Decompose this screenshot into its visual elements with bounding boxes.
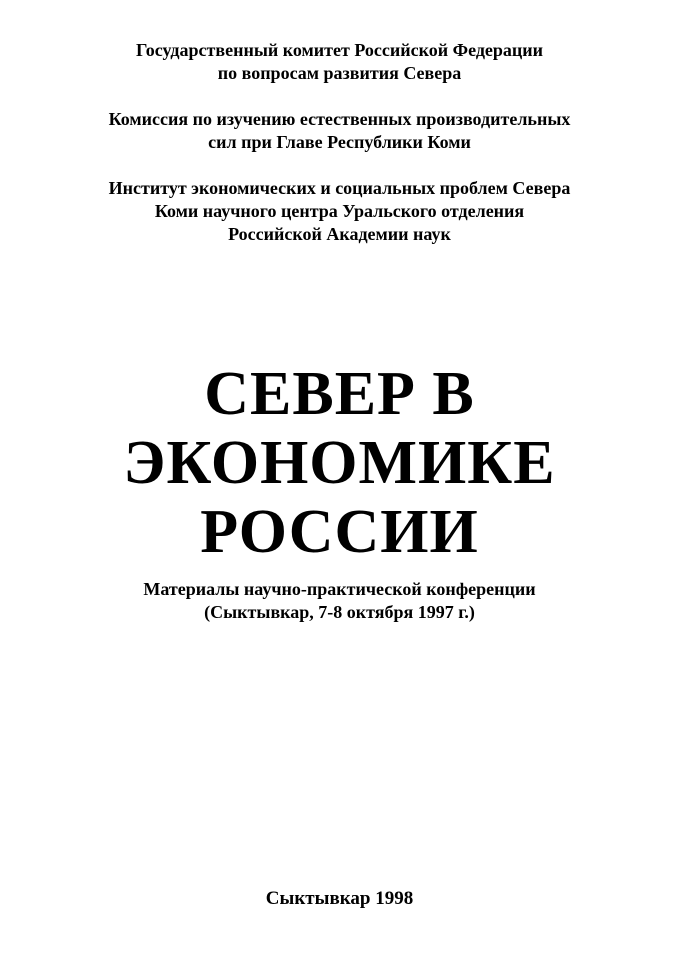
organization-line: сил при Главе Республики Коми	[208, 132, 471, 152]
organization-line: Коми научного центра Уральского отделения	[154, 201, 525, 221]
subtitle-line: (Сыктывкар, 7-8 октября 1997 г.)	[204, 602, 475, 622]
book-title-line: РОССИИ	[200, 498, 479, 566]
subtitle-line: Материалы научно-практической конференции	[143, 579, 536, 599]
book-title-line: СЕВЕР В	[204, 360, 475, 428]
organization-line: Государственный комитет Российской Федерации	[135, 40, 544, 60]
organization-line: Комиссия по изучению естественных производительных	[108, 109, 571, 129]
organization-line: Институт экономических и социальных проблем Севера	[108, 178, 571, 198]
organization-line: Российской Академии наук	[228, 224, 451, 244]
book-title-line: ЭКОНОМИКЕ	[123, 429, 556, 497]
organization-line: по вопросам развития Севера	[217, 63, 462, 83]
publication-imprint: Сыктывкар 1998	[265, 888, 414, 909]
book-subtitle	[0, 578, 679, 624]
organization-block-institute	[0, 177, 679, 246]
organization-block-commission	[0, 108, 679, 154]
organization-block-state-committee	[0, 39, 679, 85]
book-title	[0, 360, 679, 567]
